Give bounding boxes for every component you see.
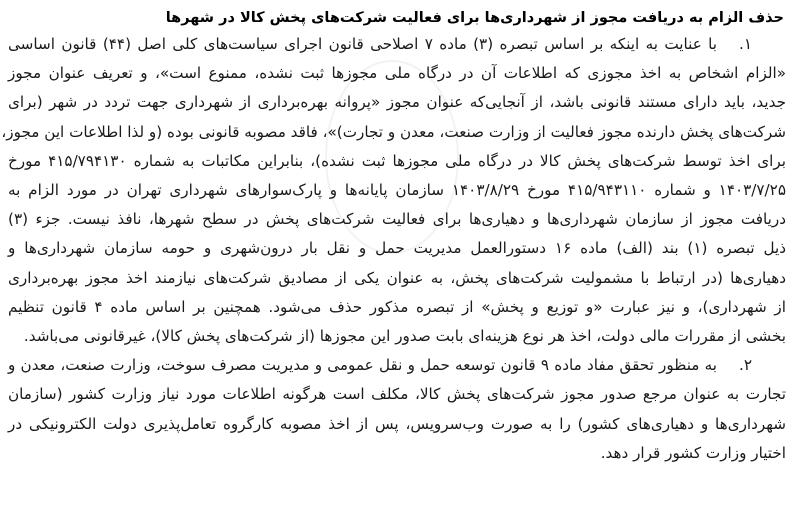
paragraph-line: شرکت‌های پخش دارنده مجوز فعالیت از وزارت صنعت، معدن و تجارت)»، فاقد مصوبه قانونی بوده (و لذا اطلاعات این مجوز، xyxy=(1,122,786,141)
document-title: حذف الزام به دریافت مجوز از شهرداری‌ها برای فعالیت شرکت‌های پخش کالا در شهرها xyxy=(165,10,784,26)
paragraph-number: ۱. xyxy=(739,35,752,53)
paragraph-line: از شهرداری)، و نیز عبارت «و توزیع و پخش» از تبصره مذکور حذف می‌شود. همچنین بر اساس ماده ۴ قانون تنظیم xyxy=(8,297,786,316)
paragraph-line: ۱۴۰۳/۷/۲۵ و شماره ۴۱۵/۹۴۳۱۱۰ مورخ ۱۴۰۳/۸/۲۹ سازمان پایانه‌ها و پارک‌سوارهای شهرداری تهران در مورد الزام به xyxy=(8,181,786,200)
paragraph-line: تجارت به عنوان مرجع صدور مجوز شرکت‌های پخش کالا، مکلف است هرگونه اطلاعات مورد نیاز وزارت کشور (سازمان xyxy=(8,385,786,404)
paragraph-line: «الزام اشخاص به اخذ مجوزی که اطلاعات آن در درگاه ملی مجوزها ثبت نشده، ممنوع است»، و تعریف عنوان مجوز xyxy=(8,64,786,83)
paragraph-line: شهرداری‌ها و دهیاری‌های کشور) را به صورت وب‌سرویس، پس از اخذ مصوبه کارگروه تعامل‌پذیری دولت الکترونیکی در xyxy=(8,414,786,433)
paragraph-line: دهیاری‌ها (در ارتباط با مشمولیت شرکت‌های پخش، به عنوان یکی از مصادیق شرکت‌های نیازمند اخذ مجوز بهره‌برداری xyxy=(8,268,786,287)
paragraph-1 xyxy=(1,30,786,351)
paragraph-line: جدید، باید دارای مستند قانونی باشد، از آنجایی‌که عنوان مجوز «پروانه بهره‌برداری از شهرداری جهت تردد در شهر (برای xyxy=(8,93,786,112)
paragraph-line: ۱.با عنایت به اینکه بر اساس تبصره (۳) ماده ۷ اصلاحی قانون اجرای سیاست‌های کلی اصل (۴۴) قانون اساسی xyxy=(8,30,786,59)
paragraph-line: دریافت مجوز از سازمان شهرداری‌ها و دهیاری‌ها برای فعالیت شرکت‌های پخش در سطح شهرها، نافذ نیست. جزء (۳) xyxy=(8,210,786,229)
paragraph-2 xyxy=(8,351,786,468)
paragraph-number: ۲. xyxy=(739,356,753,375)
paragraph-line: بخشی از مقررات مالی دولت، اخذ هر نوع هزینه‌ای بابت صدور این مجوزها (از شرکت‌های پخش کالا)، غیرقانونی می‌باشد. xyxy=(23,327,786,346)
paragraph-line: ذیل تبصره (۱) بند (الف) ماده ۱۶ دستورالعمل مدیریت حمل و نقل بار درون‌شهری و حومه سازمان شهرداری‌ها و xyxy=(8,239,786,258)
paragraph-line: اختیار وزارت کشور قرار دهد. xyxy=(600,443,786,462)
paragraph-line: برای اخذ توسط شرکت‌های پخش کالا در درگاه ملی مجوزها ثبت نشده)، بنابراین مکاتبات به شماره ۴۱۵/۷۹۴۱۳۰ مورخ xyxy=(8,151,786,170)
paragraph-line: ۲.به منظور تحقق مفاد ماده ۹ قانون توسعه حمل و نقل عمومی و مدیریت مصرف سوخت، وزارت صنعت، معدن و xyxy=(8,351,786,380)
